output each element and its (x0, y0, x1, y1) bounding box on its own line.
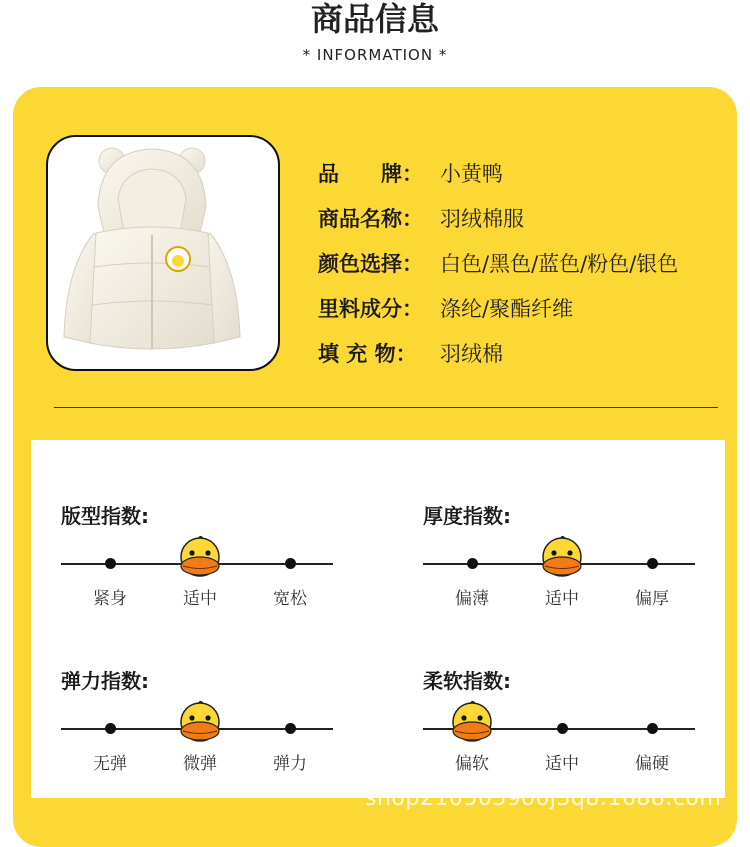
divider (54, 407, 718, 408)
scale-label: 偏厚 (635, 589, 669, 609)
scale-label: 宽松 (273, 589, 307, 609)
indicator-softness (423, 665, 695, 805)
scale-label: 弹力 (273, 754, 307, 774)
scale-dot (557, 723, 568, 734)
page-title: 商品信息 (310, 0, 439, 38)
scale-dot (647, 723, 658, 734)
spec-value: 羽绒棉 (440, 341, 503, 366)
indicator-fit (61, 500, 333, 640)
indicator-elasticity (61, 665, 333, 805)
scale-label: 无弹 (93, 754, 127, 774)
spec-value: 白色/黑色/蓝色/粉色/银色 (440, 251, 679, 276)
scale-dot (285, 723, 296, 734)
spec-row-colors (318, 240, 678, 285)
scale-dot (105, 723, 116, 734)
spec-label: 商品名称： (318, 206, 423, 231)
jacket-image (48, 137, 278, 369)
scale-dot (285, 558, 296, 569)
indicator-title: 柔软指数: (423, 669, 511, 693)
scale-label: 适中 (183, 589, 217, 609)
spec-label: 颜色选择： (318, 251, 423, 276)
spec-label: 里料成分： (318, 296, 423, 321)
duck-marker-icon (445, 698, 499, 748)
scale-label: 偏软 (455, 754, 489, 774)
duck-marker-icon (173, 698, 227, 748)
spec-value: 小黄鸭 (440, 161, 503, 186)
scale-label: 适中 (545, 754, 579, 774)
product-image (46, 135, 280, 371)
indicator-card (31, 440, 725, 798)
indicator-title: 厚度指数: (423, 504, 511, 528)
spec-row-filling (318, 330, 678, 375)
spec-row-brand (318, 150, 678, 195)
spec-row-lining (318, 285, 678, 330)
scale-label: 适中 (545, 589, 579, 609)
spec-value: 涤纶/聚酯纤维 (440, 296, 574, 321)
spec-label: 填 充 物： (318, 341, 417, 366)
scale-dot (467, 558, 478, 569)
spec-value: 羽绒棉服 (440, 206, 524, 231)
page-subtitle: * INFORMATION * (302, 46, 448, 64)
indicator-thickness (423, 500, 695, 640)
scale-label: 偏薄 (455, 589, 489, 609)
spec-row-name (318, 195, 678, 240)
indicator-title: 版型指数: (61, 504, 149, 528)
scale-label: 紧身 (93, 589, 127, 609)
scale-dot (647, 558, 658, 569)
scale-label: 微弹 (183, 754, 217, 774)
spec-label: 品 牌： (318, 161, 423, 186)
scale-label: 偏硬 (635, 754, 669, 774)
watermark: shop2105059o6j3q8.1688.com (365, 786, 722, 811)
scale-dot (105, 558, 116, 569)
indicator-title: 弹力指数: (61, 669, 149, 693)
spec-list (318, 150, 678, 375)
duck-marker-icon (535, 533, 589, 583)
duck-marker-icon (173, 533, 227, 583)
